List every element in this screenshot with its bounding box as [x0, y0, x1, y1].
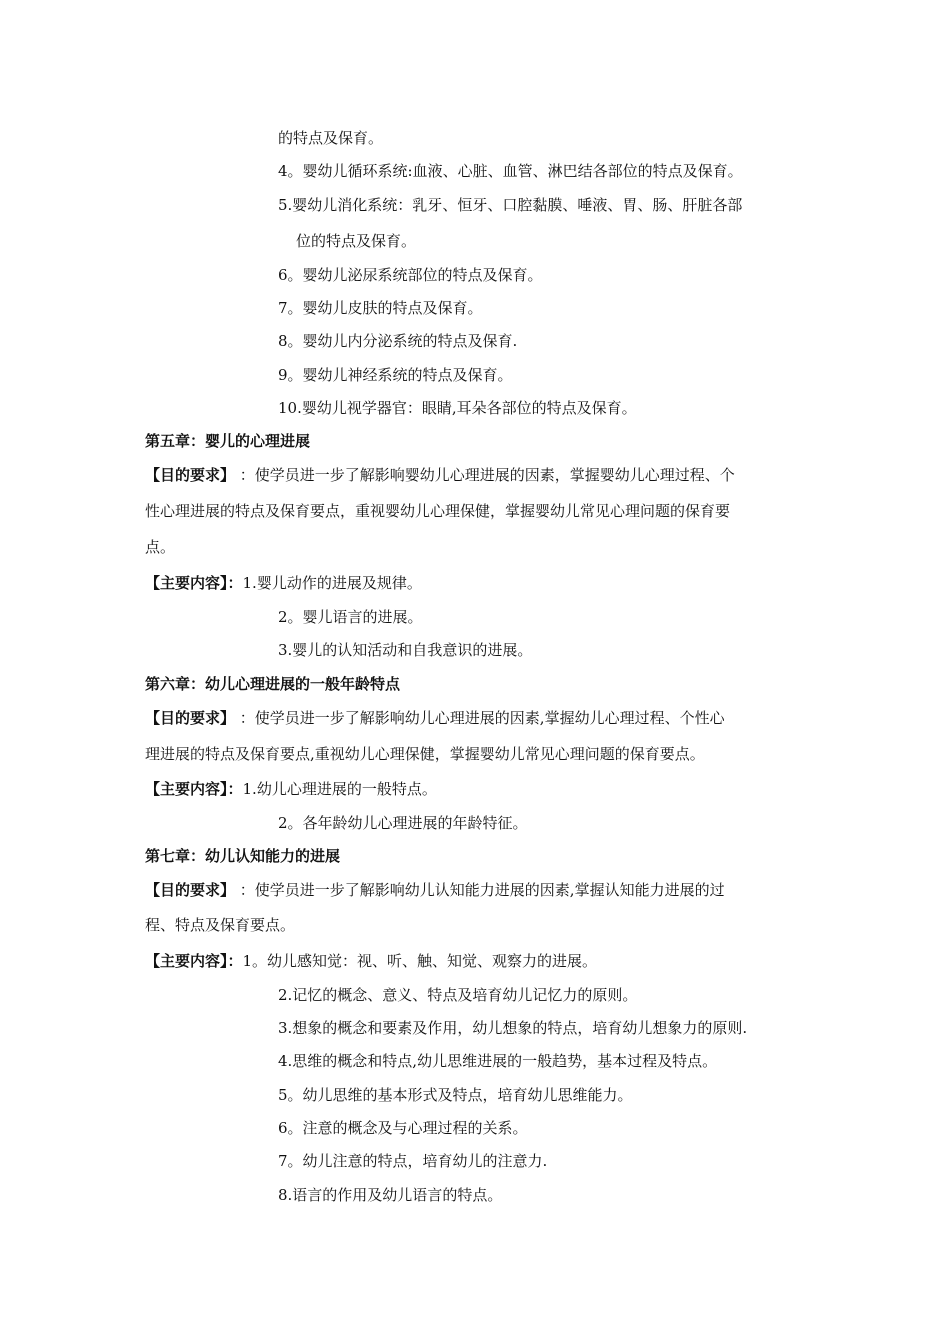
list-item: 5.婴幼儿消化系统：乳牙、恒牙、口腔黏膜、唾液、胃、肠、肝脏各部 [278, 196, 743, 214]
chapter-title: 第五章：婴儿的心理进展 [145, 432, 311, 450]
requirement-label: 【目的要求】 [145, 709, 236, 727]
content-item: 2。各年龄幼儿心理进展的年龄特征。 [278, 814, 528, 832]
content-item: 3.想象的概念和要素及作用，幼儿想象的特点，培育幼儿想象力的原则. [278, 1019, 748, 1037]
content-item: 8.语言的作用及幼儿语言的特点。 [278, 1186, 503, 1204]
list-item: 4。婴幼儿循环系统:血液、心脏、血管、淋巴结各部位的特点及保育。 [278, 162, 743, 180]
requirement-line [145, 708, 725, 728]
content-item: 6。注意的概念及与心理过程的关系。 [278, 1119, 528, 1137]
content-label: 【主要内容】： [145, 574, 243, 592]
requirement-text: ：使学员进一步了解影响幼儿认知能力进展的因素,掌握认知能力进展的过 [239, 881, 725, 899]
list-item: 的特点及保育。 [278, 129, 384, 147]
requirement-text: ：使学员进一步了解影响婴幼儿心理进展的因素，掌握婴幼儿心理过程、个 [239, 466, 735, 484]
content-item: 4.思维的概念和特点,幼儿思维进展的一般趋势，基本过程及特点。 [278, 1052, 718, 1070]
requirement-text: 程、特点及保育要点。 [145, 916, 296, 934]
content-item: 1.幼儿心理进展的一般特点。 [242, 780, 437, 798]
requirement-label: 【目的要求】 [145, 466, 236, 484]
requirement-text: 理进展的特点及保育要点,重视幼儿心理保健，掌握婴幼儿常见心理问题的保育要点。 [145, 745, 705, 763]
chapter-title: 第六章：幼儿心理进展的一般年龄特点 [145, 675, 401, 693]
content-item: 3.婴儿的认知活动和自我意识的进展。 [278, 641, 533, 659]
list-item: 6。婴幼儿泌尿系统部位的特点及保育。 [278, 266, 543, 284]
requirement-line [145, 880, 725, 900]
requirement-label: 【目的要求】 [145, 881, 236, 899]
content-line [145, 779, 437, 799]
content-line [145, 951, 597, 971]
content-item: 2。婴儿语言的进展。 [278, 608, 423, 626]
content-item: 1。幼儿感知觉：视、听、触、知觉、观察力的进展。 [242, 952, 598, 970]
content-item: 1.婴儿动作的进展及规律。 [242, 574, 422, 592]
content-line [145, 573, 422, 593]
list-item: 10.婴幼儿视学器官：眼睛,耳朵各部位的特点及保育。 [278, 399, 637, 417]
list-item: 9。婴幼儿神经系统的特点及保育。 [278, 366, 513, 384]
list-item: 8。婴幼儿内分泌系统的特点及保育. [278, 332, 518, 350]
content-item: 7。幼儿注意的特点，培育幼儿的注意力. [278, 1152, 548, 1170]
content-item: 5。幼儿思维的基本形式及特点，培育幼儿思维能力。 [278, 1086, 633, 1104]
requirement-text: 性心理进展的特点及保育要点，重视婴幼儿心理保健，掌握婴幼儿常见心理问题的保育要 [145, 502, 731, 520]
content-label: 【主要内容】： [145, 780, 243, 798]
requirement-text: ：使学员进一步了解影响幼儿心理进展的因素,掌握幼儿心理过程、个性心 [239, 709, 725, 727]
content-item: 2.记忆的概念、意义、特点及培育幼儿记忆力的原则。 [278, 986, 638, 1004]
list-item: 7。婴幼儿皮肤的特点及保育。 [278, 299, 483, 317]
content-label: 【主要内容】： [145, 952, 243, 970]
requirement-line [145, 465, 735, 485]
list-item-continuation: 位的特点及保育。 [296, 232, 417, 250]
requirement-text: 点。 [145, 538, 176, 556]
chapter-title: 第七章：幼儿认知能力的进展 [145, 847, 341, 865]
